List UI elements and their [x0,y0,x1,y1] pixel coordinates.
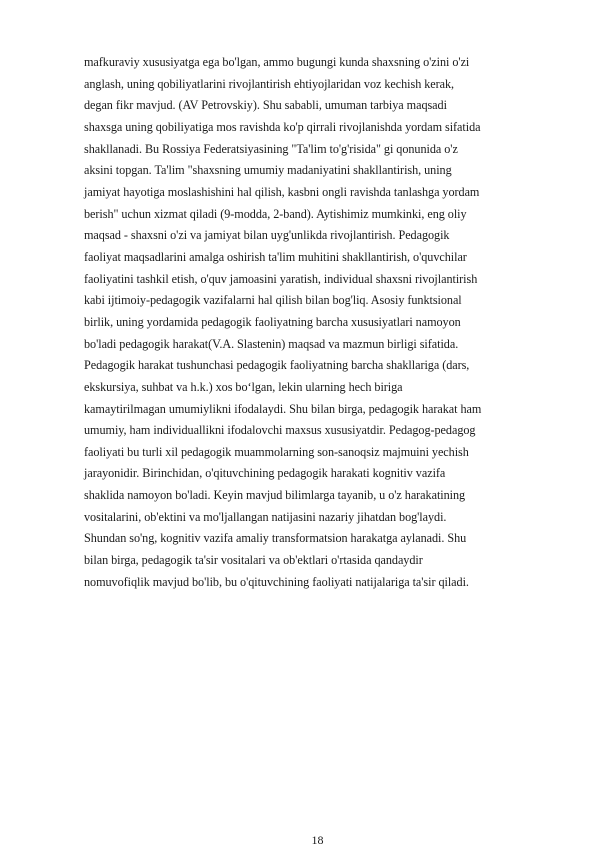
text-line: shaxsga uning qobiliyatiga mos ravishda ko'p qirrali rivojlanishda yordam sifatida [84,119,481,134]
text-line: faoliyati bu turli xil pedagogik muammolarning son-sanoqsiz majmuini yechish [84,444,469,459]
text-line: mafkuraviy xususiyatga ega bo'lgan, ammo bugungi kunda shaxsning o'zini o'zi [84,55,470,69]
page-number: 18 [311,833,324,847]
text-line: umumiy, ham individuallikni ifodalovchi maxsus xususiyatdir. Pedagog-pedagog [84,423,476,438]
text-line: faoliyatini tashkil etish, o'quv jamoasini yaratish, individual shaxsni rivojlantirish [84,271,478,286]
text-line: anglash, uning qobiliyatlarini rivojlantirish ehtiyojlaridan voz kechish kerak, [84,76,455,91]
text-line: berish" uchun xizmat qiladi (9-modda, 2-band). Aytishimiz mumkinki, eng oliy [84,206,467,221]
text-line: maqsad - shaxsni o'zi va jamiyat bilan uyg'unlikda rivojlantirish. Pedagogik [84,228,450,243]
text-line: bilan birga, pedagogik ta'sir vositalari va ob'ektlari o'rtasida qandaydir [84,553,423,568]
text-line: kamaytirilmagan umumiylikni ifodalaydi. Shu bilan birga, pedagogik harakat ham [84,401,482,416]
text-line: degan fikr mavjud. (AV Petrovskiy). Shu sababli, umuman tarbiya maqsadi [84,98,447,113]
text-line: vositalarini, ob'ektini va mo'ljallangan natijasini nazariy jihatdan bog'laydi. [84,509,447,524]
text-line: kabi ijtimoiy-pedagogik vazifalarni hal qilish bilan bog'liq. Asosiy funktsional [84,293,462,308]
body-text [84,52,584,593]
text-line: shakllanadi. Bu Rossiya Federatsiyasining "Ta'lim to'g'risida" gi qonunida o'z [84,141,458,156]
text-line: jarayonidir. Birinchidan, o'qituvchining pedagogik harakati kognitiv vazifa [84,466,446,481]
text-line: Pedagogik harakat tushunchasi pedagogik faoliyatning barcha shakllariga (dars, [84,358,470,373]
text-line: faoliyat maqsadlarini amalga oshirish ta'lim muhitini shakllantirish, o'quvchilar [84,249,467,264]
text-line: ekskursiya, suhbat va h.k.) xos bo‘lgan, lekin ularning hech biriga [84,379,403,394]
text-line: jamiyat hayotiga moslashishini hal qilish, kasbni ongli ravishda tanlashga yordam [84,184,480,199]
text-line: birlik, uning yordamida pedagogik faoliyatning barcha xususiyatlari namoyon [84,314,461,329]
text-line: nomuvofiqlik mavjud bo'lib, bu o'qituvchining faoliyati natijalariga ta'sir qiladi. [84,574,469,589]
text-line: aksini topgan. Ta'lim "shaxsning umumiy madaniyatini shakllantirish, uning [84,163,452,178]
text-line: Shundan so'ng, kognitiv vazifa amaliy transformatsion harakatga aylanadi. Shu [84,531,467,546]
text-line: bo'ladi pedagogik harakat(V.A. Slastenin) maqsad va mazmun birligi sifatida. [84,336,459,351]
text-line: shaklida namoyon bo'ladi. Keyin mavjud bilimlarga tayanib, u o'z harakatining [84,488,466,503]
